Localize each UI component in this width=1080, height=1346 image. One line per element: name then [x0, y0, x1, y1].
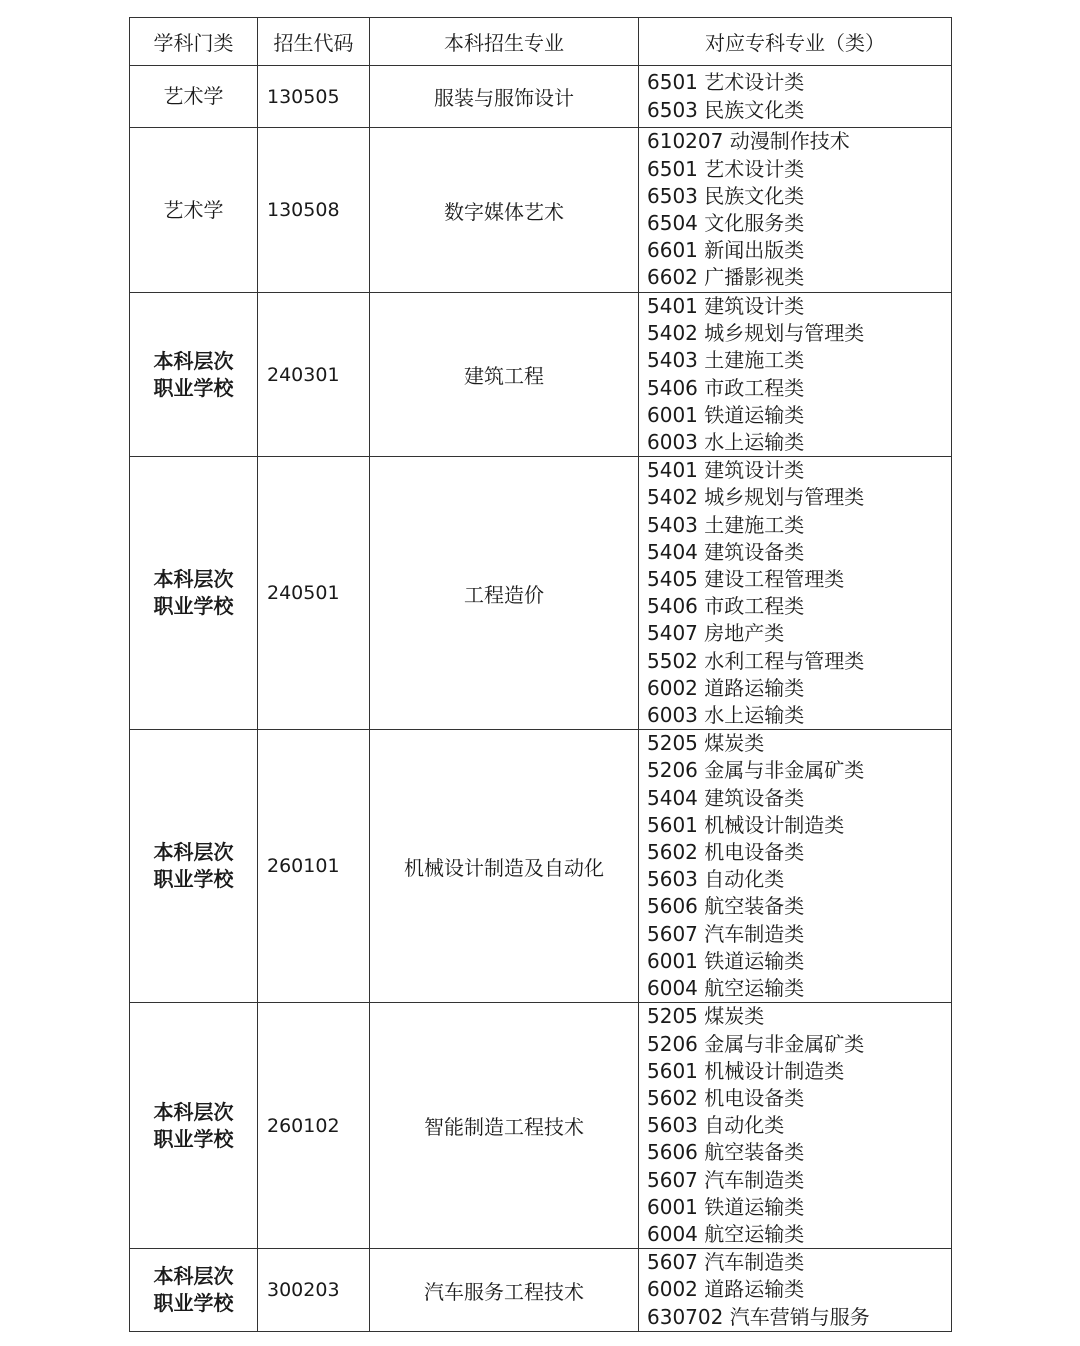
major-cell: 服装与服饰设计: [370, 66, 639, 128]
related-major-item: 5401 建筑设计类: [647, 458, 805, 483]
related-major-item: 6001 铁道运输类: [647, 402, 805, 427]
related-majors-cell: [639, 66, 952, 128]
category-text: 本科层次: [153, 567, 234, 592]
category-cell: [130, 457, 258, 730]
related-major-item: 5601 机械设计制造类: [647, 1058, 845, 1083]
category-cell: [130, 1003, 258, 1249]
related-major-item: 5206 金属与非金属矿类: [647, 1031, 865, 1056]
related-major-item: 5603 自动化类: [647, 867, 785, 892]
header-major: 本科招生专业: [370, 18, 639, 66]
table-body: [130, 66, 952, 1332]
related-major-item: 5404 建筑设备类: [647, 539, 805, 564]
header-row: [130, 18, 952, 66]
related-major-item: 6001 铁道运输类: [647, 1194, 805, 1219]
related-major-item: 5606 航空装备类: [647, 1140, 805, 1165]
table-row: [130, 128, 952, 293]
related-major-item: 5601 机械设计制造类: [647, 812, 845, 837]
related-major-item: 5406 市政工程类: [647, 594, 805, 619]
related-major-item: 5607 汽车制造类: [647, 1250, 805, 1275]
related-major-item: 5406 市政工程类: [647, 375, 805, 400]
category-text: 本科层次: [153, 840, 234, 865]
related-major-item: 6004 航空运输类: [647, 976, 805, 1001]
related-majors-cell: [639, 1003, 952, 1249]
related-major-item: 6503 民族文化类: [647, 97, 805, 122]
related-major-item: 5403 土建施工类: [647, 348, 805, 373]
related-major-item: 6001 铁道运输类: [647, 948, 805, 973]
category-cell: [130, 730, 258, 1003]
category-text: 职业学校: [153, 1126, 234, 1151]
related-major-item: 5206 金属与非金属矿类: [647, 758, 865, 783]
category-text: 本科层次: [153, 1099, 234, 1124]
related-major-item: 6003 水上运输类: [647, 430, 805, 455]
related-major-item: 6501 艺术设计类: [647, 70, 805, 95]
header-code: 招生代码: [258, 18, 370, 66]
related-major-item: 6601 新闻出版类: [647, 238, 805, 263]
category-text: 职业学校: [153, 1291, 234, 1316]
header-category: 学科门类: [130, 18, 258, 66]
major-table: [129, 17, 952, 1332]
major-cell: 数字媒体艺术: [370, 128, 639, 293]
related-major-item: 6002 道路运输类: [647, 675, 805, 700]
related-majors-cell: [639, 457, 952, 730]
related-major-item: 5404 建筑设备类: [647, 785, 805, 810]
major-cell: 智能制造工程技术: [370, 1003, 639, 1249]
code-cell: 260101: [258, 730, 370, 1003]
related-major-item: 5603 自动化类: [647, 1113, 785, 1138]
related-major-item: 6003 水上运输类: [647, 703, 805, 728]
category-text: 职业学校: [153, 594, 234, 619]
related-major-item: 5405 建设工程管理类: [647, 567, 845, 592]
related-major-item: 6004 航空运输类: [647, 1221, 805, 1246]
table-row: [130, 66, 952, 128]
related-major-item: 5602 机电设备类: [647, 840, 805, 865]
category-cell: [130, 128, 258, 293]
related-major-item: 630702 汽车营销与服务: [647, 1304, 870, 1329]
category-text: 本科层次: [153, 1264, 234, 1289]
related-major-item: 6002 道路运输类: [647, 1277, 805, 1302]
major-cell: 工程造价: [370, 457, 639, 730]
related-major-item: 5402 城乡规划与管理类: [647, 321, 865, 346]
table-row: [130, 293, 952, 457]
code-cell: 130508: [258, 128, 370, 293]
table-row: [130, 730, 952, 1003]
related-major-item: 5502 水利工程与管理类: [647, 648, 865, 673]
related-major-item: 5401 建筑设计类: [647, 294, 805, 318]
code-cell: 240301: [258, 293, 370, 457]
related-major-item: 5607 汽车制造类: [647, 1167, 805, 1192]
related-majors-cell: [639, 293, 952, 457]
related-major-item: 5205 煤炭类: [647, 1004, 765, 1029]
table-row: [130, 1249, 952, 1332]
related-major-item: 5205 煤炭类: [647, 731, 765, 756]
related-majors-cell: [639, 730, 952, 1003]
code-cell: 260102: [258, 1003, 370, 1249]
related-major-item: 6501 艺术设计类: [647, 156, 805, 181]
major-cell: 汽车服务工程技术: [370, 1249, 639, 1332]
category-text: 艺术学: [163, 84, 224, 108]
related-major-item: 610207 动漫制作技术: [647, 129, 850, 154]
category-cell: [130, 1249, 258, 1332]
category-cell: [130, 66, 258, 128]
related-majors-cell: [639, 1249, 952, 1332]
header-related: 对应专科专业（类）: [639, 18, 952, 66]
related-major-item: 6602 广播影视类: [647, 265, 805, 290]
related-major-item: 5407 房地产类: [647, 621, 785, 646]
table-row: [130, 457, 952, 730]
major-cell: 建筑工程: [370, 293, 639, 457]
category-cell: [130, 293, 258, 457]
related-majors-cell: [639, 128, 952, 293]
table-row: [130, 1003, 952, 1249]
code-cell: 130505: [258, 66, 370, 128]
category-text: 艺术学: [163, 197, 224, 222]
related-major-item: 5606 航空装备类: [647, 894, 805, 919]
code-cell: 240501: [258, 457, 370, 730]
related-major-item: 6504 文化服务类: [647, 211, 805, 235]
category-text: 职业学校: [153, 375, 234, 400]
related-major-item: 5403 土建施工类: [647, 512, 805, 537]
code-cell: 300203: [258, 1249, 370, 1332]
major-cell: 机械设计制造及自动化: [370, 730, 639, 1003]
related-major-item: 5607 汽车制造类: [647, 921, 805, 946]
category-text: 本科层次: [153, 348, 234, 373]
related-major-item: 6503 民族文化类: [647, 183, 805, 208]
related-major-item: 5602 机电设备类: [647, 1085, 805, 1110]
category-text: 职业学校: [153, 867, 234, 892]
related-major-item: 5402 城乡规划与管理类: [647, 485, 865, 510]
